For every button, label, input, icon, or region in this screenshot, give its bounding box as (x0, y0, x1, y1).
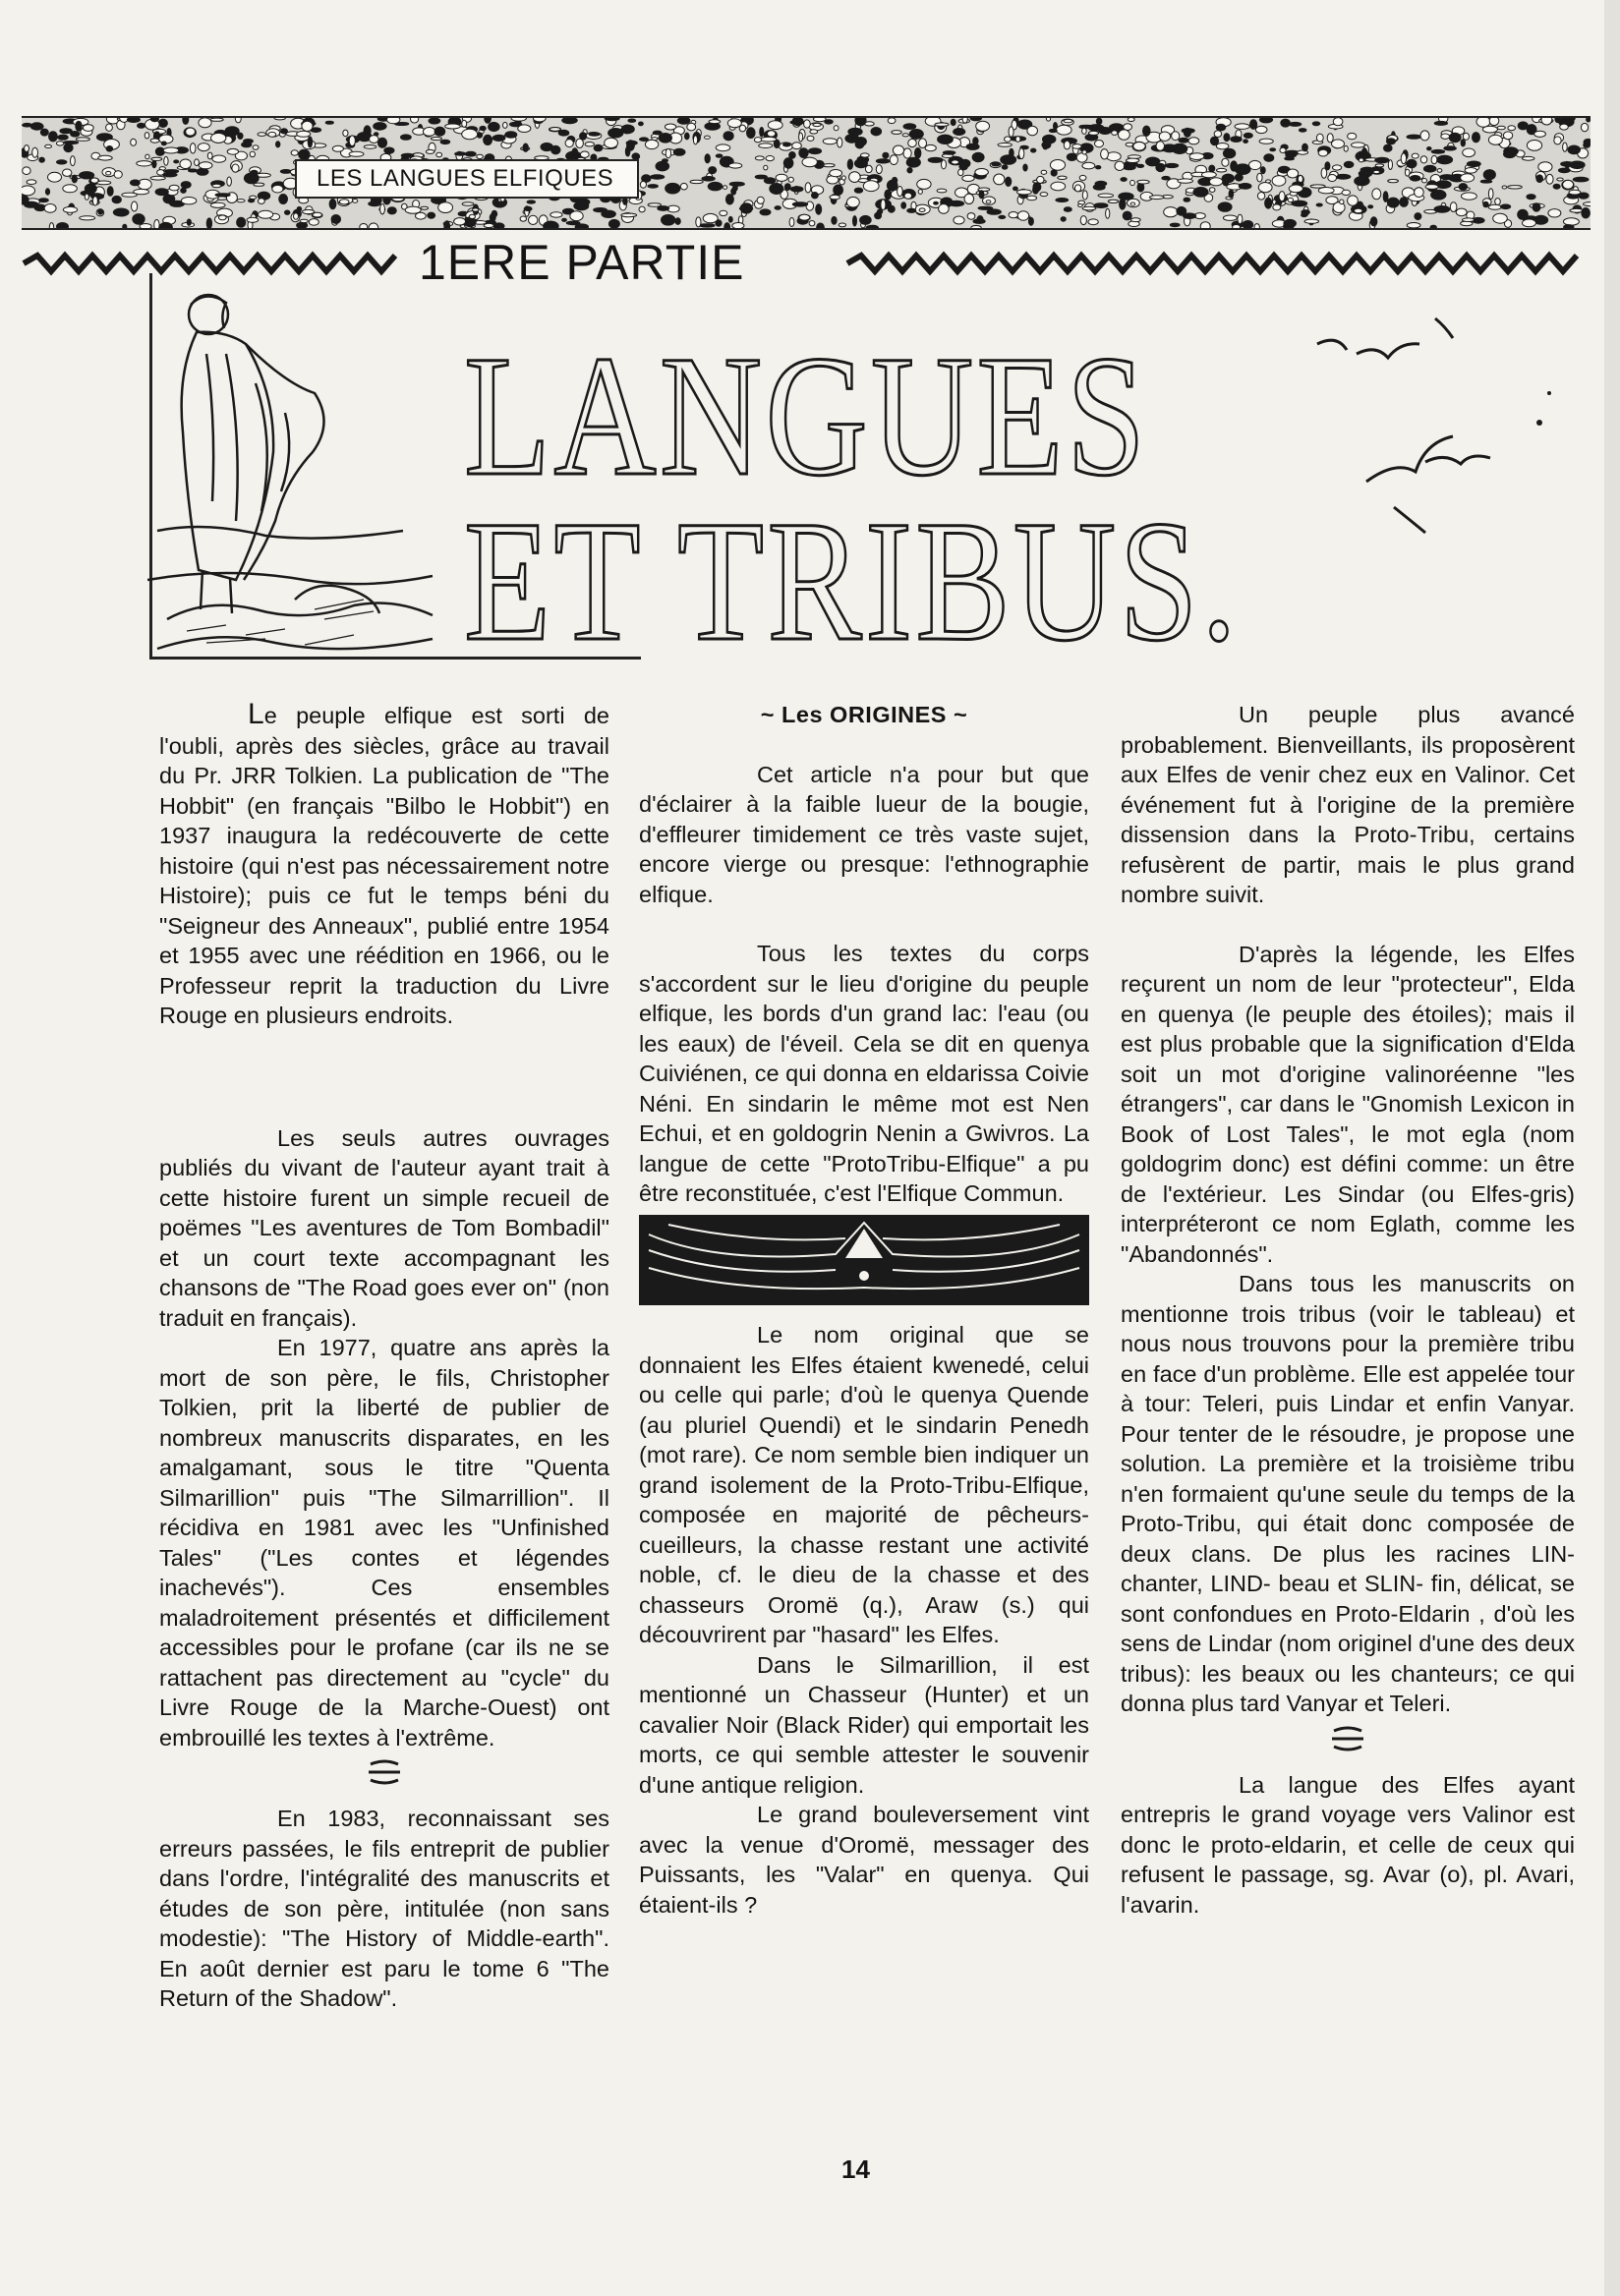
seagulls-illustration (1278, 315, 1592, 570)
paragraph: Le nom original que se donnaient les Elfes étaient kwenedé, celui ou celle qui parle; d'où le quenya Quende (au pluriel Quendi) et le sindarin Penedh (mot rare). Ce nom semble bien indiquer un grand isolement de la Proto-Tribu-Elfique, composée en majorité de pêcheurs-cueilleurs, la chasse restant une activité noble, cf. le dieu de la chasse et des chasseurs Oromë (q.), Araw (s.) qui découvrirent par "hasard" les Elfes. (639, 1322, 1089, 1647)
paragraph: Un peuple plus avancé probablement. Bienveillants, ils proposèrent aux Elfes de venir chez eux en Valinor. Cet événement fut à l'origine de la première dissension dans la Proto-Tribu, certains refusèrent de partir, mais le plus grand nombre suivit. (1121, 702, 1575, 907)
section-ornament (1121, 1719, 1575, 1770)
article-title-line-1: LANGUES (464, 320, 1149, 512)
article-title (464, 320, 1241, 677)
section-heading: ~ Les ORIGINES ~ (760, 702, 968, 727)
paragraph: D'après la légende, les Elfes reçurent un nom de leur "protecteur", Elda en quenya (le peuple des étoiles); mais il est plus probable que la signification d'Elda soit un mot d'origine valinoréenne "les étrangers", car dans le "Gnomish Lexicon in Book of Lost Tales", le mot egla (nom goldogrim donc) est défini comme: un être de l'extérieur. Les Sindar (ou Elfes-gris) interpréteront ce nom Eglath, comme les "Abandonnés". (1121, 941, 1575, 1267)
paragraph: Cet article n'a pour but que d'éclairer à la faible lueur de la bougie, d'effleurer timidement ce très vaste sujet, encore vierge ou presque: l'ethnographie elfique. (639, 761, 1089, 907)
article-title-line-2: ET TRIBUS. (464, 486, 1241, 677)
paragraph: En 1983, reconnaissant ses erreurs passées, le fils entreprit de publier dans l'ordre, l'intégralité des manuscrits et études de son père, intitulée (non sans modestie): "The History of Middle-earth". En août dernier est paru le tome 6 "The Return of the Shadow". (159, 1806, 609, 2011)
paragraph: La langue des Elfes ayant entrepris le grand voyage vers Valinor est donc le proto-eldarin, et celle de ceux qui refusent le passage, sg. Avar (o), pl. Avari, l'avarin. (1121, 1771, 1575, 1918)
zigzag-rule (22, 234, 1591, 293)
initial-letter: L (248, 698, 264, 730)
paragraph: Tous les textes du corps s'accordent sur le lieu d'origine du peuple elfique, les bords d'un grand lac: l'eau (ou les eaux) de l'éveil. Cela se dit en quenya Cuiviénen, ce qui donna en eldarissa Coivie Néni. En sindarin le même mot est Nen Echui, et en goldogrin Nenin a Gwivros. La langue de cette "ProtoTribu-Elfique" a pu être reconstituée, c'est l'Elfique Commun. (639, 941, 1089, 1206)
page-number: 14 (841, 2154, 870, 2184)
wave-ornament-icon (1328, 1719, 1367, 1758)
paragraph: Les seuls autres ouvrages publiés du vivant de l'auteur ayant trait à cette histoire furent un simple recueil de poëmes "Les aventures de Tom Bombadil" et un court texte accompagnant les chansons de "The Road goes ever on" (non traduit en français). (159, 1124, 609, 1331)
pebble-pattern (22, 118, 1591, 228)
cloaked-figure-illustration (147, 285, 442, 659)
page-edge-shadow (1604, 0, 1620, 2296)
text-column-1 (159, 700, 609, 2014)
paragraph: En 1977, quatre ans après la mort de son père, le fils, Christopher Tolkien, prit la liberté de publier de nombreux manuscrits disparates, en les amalgamant, sous le titre "Quenta Silmarillion" puis "The Silmarrillion". Il récidiva en 1981 avec les "Unfinished Tales" ("Les contes et légendes inachevés"). Ces ensembles maladroitement présentés et difficilement accessibles pour le profane (car ils ne se rattachent pas directement au "cycle" du Livre Rouge de la Marche-Ouest) ont embrouillé les textes à l'extrême. (159, 1335, 609, 1751)
part-label: 1ERE PARTIE (411, 234, 752, 291)
pebble-banner (22, 116, 1591, 230)
paragraph: Le peuple elfique est sorti de l'oubli, après des siècles, grâce au travail du Pr. JRR Tolkien. La publication de "The Hobbit" (en français "Bilbo le Hobbit") en 1937 inaugura la redécouverte de cette histoire (qui n'est pas nécessairement notre Histoire); puis ce fut le temps béni du "Seigneur des Anneaux", publié entre 1954 et 1955 avec une réédition en 1966, ou le Professeur reprit la traduction du Livre Rouge en plusieurs endroits. (159, 698, 609, 1028)
text-column-3 (1121, 700, 1575, 1920)
decorative-vignette (639, 1215, 1089, 1305)
wave-ornament-icon (365, 1752, 404, 1792)
paragraph: Dans tous les manuscrits on mentionne trois tribus (voir le tableau) et nous nous trouvons pour la première tribu en face d'un problème. Elle est appelée tour à tour: Teleri, puis Lindar et enfin Vanyar. Pour tenter de le résoudre, je propose une solution. La première et la troisième tribu n'en formaient qu'une seule du temps de la Proto-Tribu, qui était donc composée de deux clans. De plus les racines LIN- chanter, LIND- beau et SLIN- fin, délicat, se sont confondues en Proto-Eldarin , d'où les sens de Lindar (nom originel d'une des deux tribus): les beaux ou les chanteurs; ce qui donna plus tard Vanyar et Teleri. (1121, 1271, 1575, 1716)
text-column-2 (639, 700, 1089, 1920)
paragraph: Dans le Silmarillion, il est mentionné un Chasseur (Hunter) et un cavalier Noir (Black Rider) qui emportait les morts, ce qui semble attester le souvenir d'une antique religion. (639, 1651, 1089, 1798)
section-ornament (159, 1752, 609, 1804)
paragraph: Le grand bouleversement vint avec la venue d'Oromë, messager des Puissants, les "Valar" en quenya. Qui étaient-ils ? (639, 1802, 1089, 1918)
section-rubrique: LES LANGUES ELFIQUES (295, 159, 639, 199)
